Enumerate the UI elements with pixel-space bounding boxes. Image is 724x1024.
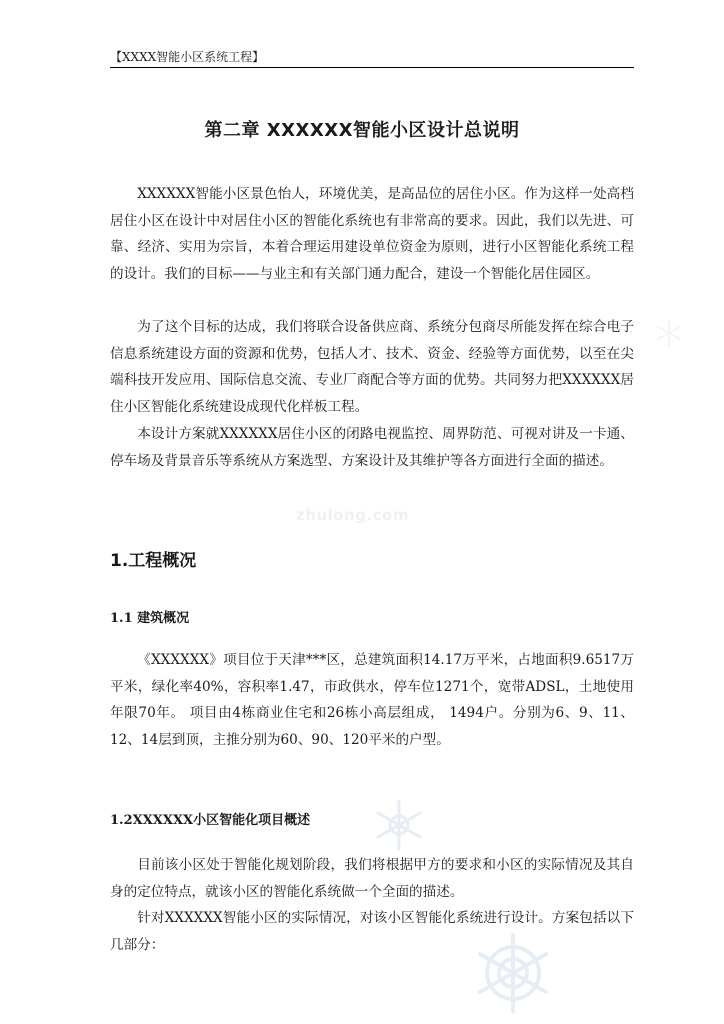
intro-paragraph-1: XXXXXX智能小区景色怡人，环境优美，是高品位的居住小区。作为这样一处高档居住小区在设计中对居住小区的智能化系统也有非常高的要求。因此，我们以先进、可靠、经济、实用为宗旨，本着合理运用建设单位资金为原则，进行小区智能化系统工程的设计。我们的目标——与业主和有关部门通力配合，建设一个智能化居住园区。 — [110, 186, 634, 282]
page-header: 【XXXX智能小区系统工程】 — [110, 48, 634, 68]
intro-paragraph-3: 本设计方案就XXXXXX居住小区的闭路电视监控、周界防范、可视对讲及一卡通、停车场及背景音乐等系统从方案选型、方案设计及其维护等各方面进行全面的描述。 — [110, 426, 634, 469]
project-overview-paragraph-2: 针对XXXXXX智能小区的实际情况，对该小区智能化系统进行设计。方案包括以下几部分： — [110, 910, 634, 953]
snowflake-watermark-icon — [654, 318, 684, 348]
snowflake-watermark-icon — [470, 930, 556, 1016]
intro-paragraph-2: 为了这个目标的达成，我们将联合设备供应商、系统分包商尽所能发挥在综合电子信息系统建设方面的资源和优势，包括人才、技术、资金、经验等方面优势，以至在尖端科技开发应用、国际信息交流、专业厂商配合等方面的优势。共同努力把XXXXXX居住小区智能化系统建设成现代化样板工程。 — [110, 319, 634, 415]
building-overview-paragraph: 《XXXXXX》项目位于天津***区，总建筑面积14.17万平米，占地面积9.6517万平米，绿化率40%，容积率1.47，市政供水，停车位1271个，宽带ADSL，土地使用年限70年。 项目由4栋商业住宅和26栋小高层组成， 1494户。分别为6、9、11、12、14层到顶，主推分别为60、90、120平米的户型。 — [110, 652, 634, 748]
subsection-heading-1-1: 1.1 建筑概况 — [110, 611, 190, 626]
project-overview-paragraph-1: 目前该小区处于智能化规划阶段，我们将根据甲方的要求和小区的实际情况及其自身的定位特点，就该小区的智能化系统做一个全面的描述。 — [110, 857, 634, 900]
subsection-heading-1-2: 1.2XXXXXX小区智能化项目概述 — [110, 813, 311, 828]
chapter-title: 第二章 XXXXXX智能小区设计总说明 — [204, 120, 520, 141]
watermark-text: zhulong.com — [296, 506, 409, 524]
section-heading: 1.工程概况 — [110, 551, 197, 571]
snowflake-watermark-icon — [372, 798, 426, 852]
